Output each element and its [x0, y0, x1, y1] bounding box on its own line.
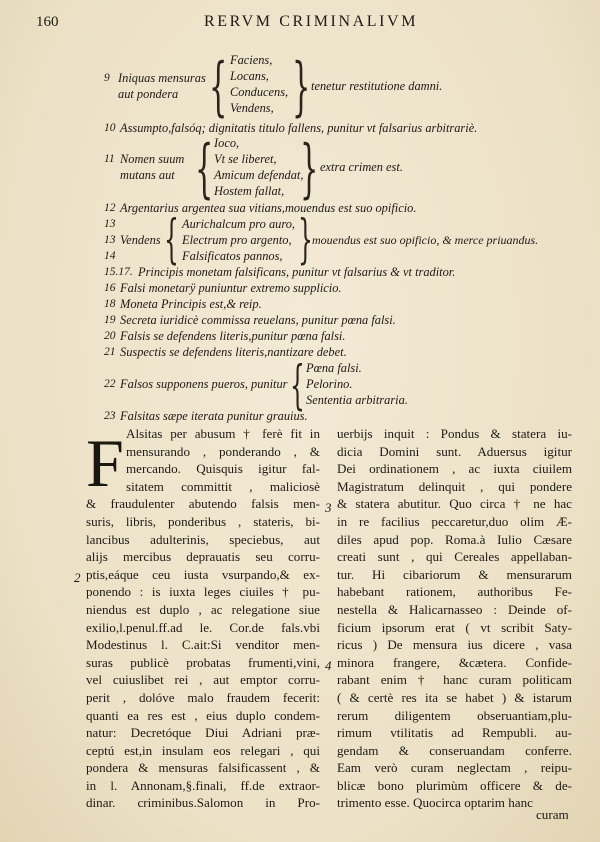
left-brace: {	[290, 356, 305, 416]
entry-number: 13	[104, 218, 116, 230]
body-line: ponendo : is iuxta leges ciuiles † pu-	[86, 584, 320, 600]
brace-item: Vt se liberet,	[214, 152, 277, 166]
brace-item: Amicum defendat,	[214, 168, 304, 182]
body-line: vel cuiuslibet rei , aut emptor corru-	[86, 672, 320, 688]
entry-number: 10	[104, 122, 116, 134]
brace-item: Locans,	[230, 69, 269, 83]
brace-item: Pœna falsi.	[306, 361, 362, 375]
body-line: creati sunt , qui Cereales appellaban-	[337, 549, 572, 565]
brace-item: Conducens,	[230, 85, 289, 99]
margin-number: 3	[325, 500, 332, 515]
body-line: rabant enim † hanc curam politicam	[337, 672, 572, 688]
entry-number: 23	[104, 410, 116, 422]
left-brace: {	[164, 210, 179, 270]
index-entry-10: Assumpto,falsóq; dignitatis titulo fallens, punitur vt falsarius arbitrariè.	[120, 121, 478, 135]
body-line: quanti ea res est , eius duplo condem-	[86, 707, 320, 723]
page-number: 160	[36, 14, 59, 30]
body-line: exilio,l.penul.ff.ad le. Cor.de fals.vbi	[86, 619, 320, 635]
entry-lead: Nomen suum	[120, 152, 185, 166]
body-line: lancibus adulterinis, speciebus, aut	[86, 531, 320, 547]
margin-number: 4	[325, 658, 332, 673]
body-line: dinar. criminibus.Salomon in Pro-	[86, 795, 320, 811]
body-column-left	[86, 425, 320, 812]
index-entry-20: Falsis se defendens literis,punitur pœna falsi.	[120, 329, 346, 343]
body-line: pondera & mensuras falsificassent , &	[86, 760, 320, 776]
brace-item: Hostem fallat,	[214, 184, 285, 198]
left-brace: {	[195, 132, 214, 206]
right-brace: }	[300, 132, 319, 206]
brace-item: Faciens,	[230, 53, 273, 67]
body-line: gendam & conseruandam conferre.	[337, 742, 572, 758]
entry-number: 13	[104, 234, 116, 246]
body-line: habebant rationem, authoribus Fe-	[337, 584, 572, 600]
body-line: in l. Annonam,§.finali, ff.de extraor-	[86, 777, 320, 793]
body-line: rerum diligentem obseruantiam,plu-	[337, 707, 572, 723]
body-column-right	[337, 425, 572, 812]
index-entry-21: Suspectis se defendens literis,nantizare debet.	[120, 345, 347, 359]
entry-lead: mutans aut	[120, 168, 175, 182]
brace-item: Pelorino.	[306, 377, 353, 391]
body-line: minora frangere, &cætera. Confide-	[337, 654, 572, 670]
body-line: alijs mercibus deprauatis seu corru-	[86, 549, 320, 565]
body-line: blicæ bono plurimùm officere & de-	[337, 777, 572, 793]
entry-number: 18	[104, 298, 116, 310]
body-line: suris, libris, ponderibus , stateris, bi-	[86, 513, 320, 529]
body-line: rimum vtilitatis ad Rempubli. au-	[337, 725, 572, 741]
running-title: RERVM CRIMINALIVM	[204, 13, 419, 30]
body-line: Magistratum delinquit , qui pondere	[337, 478, 572, 494]
entry-number: 21	[104, 346, 116, 358]
entry-number: 15.17.	[104, 266, 133, 278]
catchword: curam	[536, 807, 569, 822]
body-line: niendus est duplo , ac relegatione siue	[86, 601, 320, 617]
body-line: suras publicè probatas frumenti,vini,	[86, 654, 320, 670]
entry-number: 16	[104, 282, 116, 294]
brace-item: Ioco,	[214, 136, 240, 150]
body-line: uerbijs inquit : Pondus & statera iu-	[337, 426, 572, 441]
entry-lead: Vendens	[120, 233, 161, 247]
body-line: perit , dolóve malo fraudem fecerit:	[86, 689, 320, 705]
body-line: ( & certè res ita se habet ) & istarum	[337, 689, 572, 705]
body-line: trimento esse. Quocirca optarim hanc	[337, 795, 533, 811]
entry-lead: Falsos supponens pueros, punitur	[120, 377, 288, 391]
entry-result: extra crimen est.	[320, 160, 403, 174]
brace-item: Vendens,	[230, 101, 274, 115]
entry-number: 12	[104, 202, 116, 214]
index-entry-15: Principis monetam falsificans, punitur vt falsarius & vt traditor.	[138, 265, 456, 279]
body-line: ptis,eáque ceu iusta vsurpando,& ex-	[86, 566, 320, 582]
body-line: ficium ipsorum erat ( vt scribit Saty-	[337, 619, 572, 635]
body-line: Alsitas per abusum † ferè fit in	[126, 426, 320, 441]
brace-item: Sententia arbitraria.	[306, 393, 408, 407]
body-line: ceptú est,in insulam eos relegari , qui	[86, 742, 320, 758]
body-line: Eam verò curam neglectam , reipu-	[337, 760, 572, 776]
body-line: mercando. Quisquis igitur fal-	[126, 461, 320, 477]
body-line: & fraudulenter abutendo falsis men-	[86, 496, 320, 512]
index-entry-18: Moneta Principis est,& reip.	[120, 297, 262, 311]
body-line: Dei ordinationem , ac iuxta ciuilem	[337, 461, 572, 477]
body-line: mensurando , ponderando , &	[126, 443, 320, 459]
entry-number: 11	[104, 153, 115, 165]
index-entry-12: Argentarius argentea sua vitians,mouendus est suo opificio.	[120, 201, 417, 215]
body-line: diles apud pop. Roma.à Iulio Cæsare	[337, 531, 572, 547]
entry-number: 19	[104, 314, 116, 326]
body-line: tur. Hi cibariorum & mensurarum	[337, 566, 572, 582]
body-line: Modestinus l. C.ait:Si venditor men-	[86, 637, 320, 653]
margin-number: 2	[74, 570, 81, 585]
right-brace: }	[298, 210, 313, 270]
index-entry-19: Secreta iuridicè commissa reuelans, punitur pœna falsi.	[120, 313, 396, 327]
brace-item: Aurichalcum pro auro,	[182, 217, 295, 231]
entry-number: 9	[104, 72, 110, 84]
entry-result: mouendus est suo opificio, & merce priuandus.	[312, 233, 539, 247]
brace-item: Electrum pro argento,	[182, 233, 292, 247]
body-line: natur: Decretóque Diui Adriani præ-	[86, 725, 320, 741]
body-line: in re facilius peccaretur,duo olim Æ-	[337, 513, 572, 529]
entry-number: 20	[104, 330, 116, 342]
entry-lead: Iniquas mensuras	[118, 71, 206, 85]
entry-number: 22	[104, 378, 116, 390]
index-entry-16: Falsi monetarÿ puniuntur extremo supplicio.	[120, 281, 342, 295]
left-brace: {	[209, 50, 228, 124]
entry-number: 14	[104, 250, 116, 262]
body-line: sitatem committit , maliciosè	[126, 478, 320, 494]
entry-lead: aut pondera	[118, 87, 179, 101]
drop-cap: F	[86, 425, 124, 501]
body-line: & statera abutitur. Quo circa † ne hac	[337, 496, 572, 512]
body-line: dicia Domini sunt. Aduersus igitur	[337, 443, 572, 459]
index-entry-23: Falsitas sæpe iterata punitur grauius.	[120, 409, 308, 423]
body-line: ricus ) De mensura ius dicere , vasa	[337, 637, 572, 653]
entry-result: tenetur restitutione damni.	[311, 79, 443, 93]
right-brace: }	[292, 50, 311, 124]
brace-item: Falsificatos pannos,	[182, 249, 283, 263]
body-line: nestella & Halicarnasseo : Deinde of-	[337, 601, 572, 617]
